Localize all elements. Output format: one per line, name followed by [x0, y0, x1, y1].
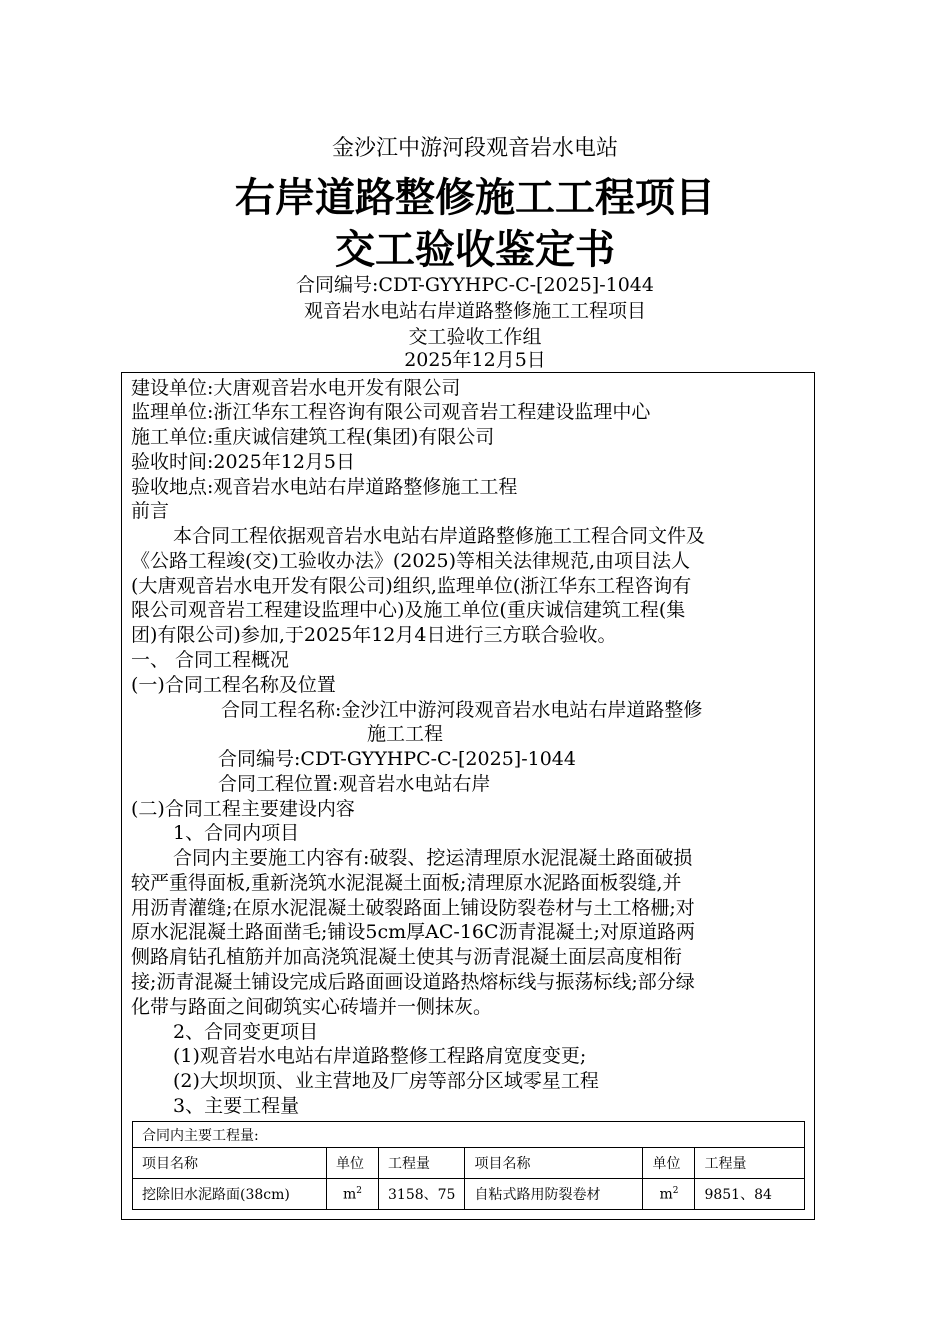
scope-text-line: 化带与路面之间砌筑实心砖墙并一侧抹灰。	[131, 996, 493, 1018]
work-group-line-2: 交工验收工作组	[408, 326, 542, 348]
scope-text-line: 用沥青灌缝;在原水泥混凝土破裂路面上铺设防裂卷材与土工格栅;对	[131, 897, 695, 919]
column-header: 单位	[643, 1148, 695, 1179]
item-heading: 1、合同内项目	[173, 822, 300, 844]
scope-text-line: 原水泥混凝土路面凿毛;铺设5cm厚AC-16C沥青混凝土;对原道路两	[131, 921, 695, 943]
table-caption-row	[133, 1122, 805, 1148]
unit-superscript: 2	[356, 1185, 362, 1196]
table-caption: 合同内主要工程量:	[133, 1122, 805, 1148]
supervision-unit: 监理单位:浙江华东工程咨询有限公司观音岩工程建设监理中心	[131, 401, 651, 423]
document-title-line-2: 交工验收鉴定书	[335, 226, 615, 273]
scope-text-line: 较严重得面板,重新浇筑水泥混凝土面板;清理原水泥路面板裂缝,并	[131, 872, 682, 894]
column-header: 单位	[327, 1148, 379, 1179]
quantities-table	[132, 1121, 805, 1210]
unit-cell	[643, 1179, 695, 1210]
unit-text: m	[659, 1186, 673, 1203]
contract-number: 合同编号:CDT-GYYHPC-C-[2025]-1044	[296, 274, 654, 296]
column-header: 项目名称	[465, 1148, 643, 1179]
item-heading: 3、主要工程量	[173, 1095, 300, 1117]
column-header: 项目名称	[133, 1148, 327, 1179]
work-group-line-1: 观音岩水电站右岸道路整修施工工程项目	[303, 300, 646, 322]
unit-superscript: 2	[672, 1185, 679, 1196]
table-row	[133, 1179, 805, 1210]
preface-heading: 前言	[131, 500, 170, 522]
preface-text-line: 团)有限公司)参加,于2025年12月4日进行三方联合验收。	[131, 624, 617, 646]
construction-unit: 建设单位:大唐观音岩水电开发有限公司	[131, 377, 461, 399]
contract-project-name-continued: 施工工程	[367, 723, 444, 745]
project-location-line: 金沙江中游河段观音岩水电站	[331, 136, 618, 161]
item-heading: 2、合同变更项目	[173, 1021, 319, 1043]
contract-location: 合同工程位置:观音岩水电站右岸	[218, 773, 491, 795]
table-header-row	[133, 1148, 805, 1179]
table-cell: 9851、84	[695, 1179, 805, 1210]
change-item: (1)观音岩水电站右岸道路整修工程路肩宽度变更;	[173, 1045, 587, 1067]
document-title-line-1: 右岸道路整修施工工程项目	[235, 174, 715, 221]
subsection-heading: (一)合同工程名称及位置	[131, 674, 336, 696]
acceptance-place: 验收地点:观音岩水电站右岸道路整修施工工程	[131, 476, 518, 498]
table-cell: 自粘式路用防裂卷材	[465, 1179, 643, 1210]
scope-text-line: 合同内主要施工内容有:破裂、挖运清理原水泥混凝土路面破损	[173, 847, 693, 869]
unit-cell	[327, 1179, 379, 1210]
document-date: 2025年12月5日	[404, 349, 546, 371]
contract-number-line: 合同编号:CDT-GYYHPC-C-[2025]-1044	[218, 748, 576, 770]
preface-text-line: (大唐观音岩水电开发有限公司)组织,监理单位(浙江华东工程咨询有	[131, 575, 692, 597]
preface-text-line: 限公司观音岩工程建设监理中心)及施工单位(重庆诚信建筑工程(集	[131, 599, 686, 621]
contract-project-name: 合同工程名称:金沙江中游河段观音岩水电站右岸道路整修	[221, 699, 703, 721]
unit-text: m	[342, 1186, 357, 1203]
subsection-heading: (二)合同工程主要建设内容	[131, 798, 355, 820]
table-cell: 挖除旧水泥路面(38cm)	[133, 1179, 327, 1210]
column-header: 工程量	[379, 1148, 465, 1179]
section-heading: 一、 合同工程概况	[131, 649, 290, 671]
contractor-unit: 施工单位:重庆诚信建筑工程(集团)有限公司	[131, 426, 495, 448]
change-item: (2)大坝坝顶、业主营地及厂房等部分区域零星工程	[173, 1070, 599, 1092]
scope-text-line: 侧路肩钻孔植筋并加高浇筑混凝土使其与沥青混凝土面层高度相衔	[131, 946, 683, 968]
acceptance-time: 验收时间:2025年12月5日	[131, 451, 356, 473]
preface-text-line: 本合同工程依据观音岩水电站右岸道路整修施工工程合同文件及	[173, 525, 706, 547]
column-header: 工程量	[695, 1148, 805, 1179]
table-cell: 3158、75	[379, 1179, 465, 1210]
scope-text-line: 接;沥青混凝土铺设完成后路面画设道路热熔标线与振荡标线;部分绿	[131, 971, 695, 993]
preface-text-line: 《公路工程竣(交)工验收办法》(2025)等相关法律规范,由项目法人	[131, 550, 691, 572]
